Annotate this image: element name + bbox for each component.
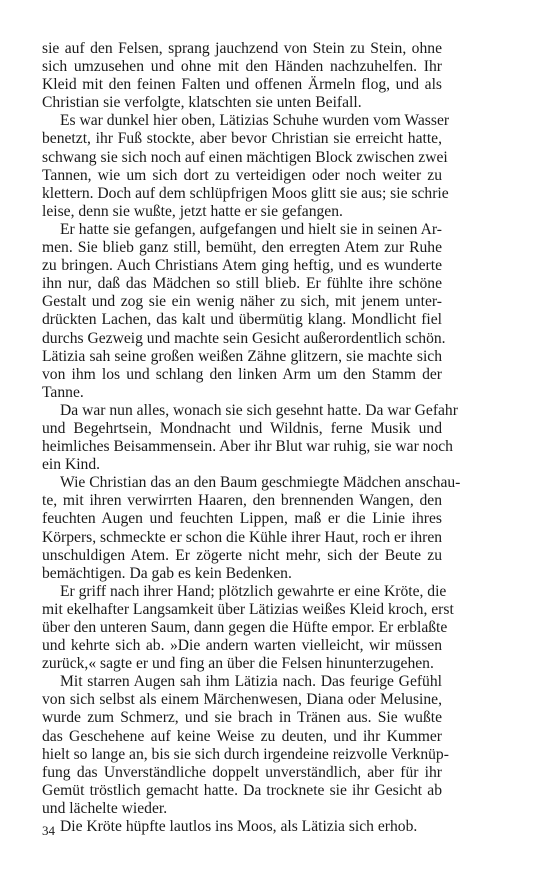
- text-line: und kehrte sich ab. »Die andern warten vielleicht, wir müssen: [42, 637, 442, 655]
- text-line: wurde zum Schmerz, und sie brach in Tränen aus. Sie wußte: [42, 709, 442, 727]
- text-line: ein Kind.: [42, 456, 101, 474]
- text-line: Mit starren Augen sah ihm Lätizia nach. Das feurige Gefühl: [60, 673, 442, 691]
- text-line: te, mit ihren verwirrten Haaren, den brennenden Wangen, den: [42, 492, 442, 510]
- text-line: durchs Gezweig und machte sein Gesicht außerordentlich schön.: [42, 329, 446, 347]
- paragraph: [42, 401, 458, 474]
- text-line: benetzt, ihr Fuß stockte, aber bevor Christian sie erreicht hatte,: [42, 130, 442, 148]
- text-line: sich umzusehen und ohne mit den Händen nachzuhelfen. Ihr: [42, 58, 442, 76]
- text-line: Es war dunkel hier oben, Lätizias Schuhe wurden vom Wasser: [60, 112, 450, 130]
- text-line: Er griff nach ihrer Hand; plötzlich gewahrte er eine Kröte, die: [60, 582, 447, 600]
- text-line: heimliches Beisammensein. Aber ihr Blut war ruhig, sie war noch: [42, 438, 453, 456]
- page-number: 34: [42, 823, 55, 838]
- text-line: drückten Lachen, das kalt und übermütig klang. Mondlicht fiel: [42, 311, 442, 329]
- text-line: unschuldigen Atem. Er zögerte nicht mehr, sich der Beute zu: [42, 546, 442, 564]
- text-line: und Begehrtsein, Mondnacht und Wildnis, ferne Musik und: [42, 419, 442, 437]
- text-line: Da war nun alles, wonach sie sich gesehnt hatte. Da war Gefahr: [60, 401, 458, 419]
- text-line: leise, denn sie wußte, jetzt hatte er sie gefangen.: [42, 202, 343, 220]
- text-line: zu bringen. Auch Christians Atem ging heftig, und es wunderte: [42, 257, 442, 275]
- text-line: hielt so lange an, bis sie sich durch irgendeine reizvolle Verknüp-: [42, 745, 449, 763]
- text-line: Tannen, wie um sich dort zu verteidigen oder noch weiter zu: [42, 166, 442, 184]
- text-line: ihn nur, daß das Mädchen so still blieb. Er fühlte ihre schöne: [42, 275, 442, 293]
- text-line: Gemüt tröstlich gemacht hatte. Da trocknete sie ihr Gesicht ab: [42, 781, 442, 799]
- text-line: von sich selbst als einem Märchenwesen, Diana oder Melusine,: [42, 691, 442, 709]
- text-line: schwang sie sich noch auf einen mächtigen Block zwischen zwei: [42, 148, 448, 166]
- paragraph: [42, 474, 461, 583]
- text-line: Gestalt und zog sie ein wenig näher zu sich, mit jenem unter-: [42, 293, 442, 311]
- paragraph: [42, 673, 449, 818]
- text-line: men. Sie blieb ganz still, bemüht, den erregten Atem zur Ruhe: [42, 239, 442, 257]
- text-line: Wie Christian das an den Baum geschmiegte Mädchen anschau-: [60, 474, 461, 492]
- text-line: Körpers, schmeckte er schon die Kühle ihrer Haut, roch er ihren: [42, 528, 443, 546]
- text-line: feuchten Augen und feuchten Lippen, maß er die Linie ihres: [42, 510, 442, 528]
- text-line: über den unteren Saum, dann gegen die Hüfte empor. Er erblaßte: [42, 619, 448, 636]
- text-line: von ihm los und schlang den linken Arm um den Stamm der: [42, 365, 442, 383]
- paragraph: [42, 582, 454, 673]
- text-line: zurück,« sagte er und fing an über die Felsen hinunterzugehen.: [42, 655, 434, 673]
- body-text: [42, 40, 461, 836]
- paragraph: [42, 40, 442, 112]
- text-line: bemächtigen. Da gab es kein Bedenken.: [42, 564, 292, 582]
- text-line: klettern. Doch auf dem schlüpfrigen Moos glitt sie aus; sie schrie: [42, 184, 449, 202]
- text-line: Die Kröte hüpfte lautlos ins Moos, als Lätizia sich erhob.: [60, 818, 418, 836]
- text-line: Tanne.: [42, 383, 84, 401]
- paragraph: [42, 112, 450, 221]
- text-line: Kleid mit den feinen Falten und offenen Ärmeln flog, und als: [42, 76, 442, 94]
- text-line: Lätizia sah seine großen weißen Zähne glitzern, sie machte sich: [42, 347, 442, 365]
- text-line: sie auf den Felsen, sprang jauchzend von Stein zu Stein, ohne: [42, 40, 442, 57]
- text-line: Christian sie verfolgte, klatschten sie unten Beifall.: [42, 94, 362, 112]
- paragraph: [42, 818, 442, 836]
- text-line: Er hatte sie gefangen, aufgefangen und hielt sie in seinen Ar-: [60, 220, 442, 238]
- paragraph: [42, 220, 446, 402]
- text-line: und lächelte wieder.: [42, 799, 168, 817]
- text-line: fung das Unverständliche doppelt unverständlich, aber für ihr: [42, 763, 442, 781]
- text-line: das Geschehene auf keine Weise zu deuten, und ihr Kummer: [42, 727, 442, 745]
- text-line: mit ekelhafter Langsamkeit über Lätizias weißes Kleid kroch, erst: [42, 600, 454, 618]
